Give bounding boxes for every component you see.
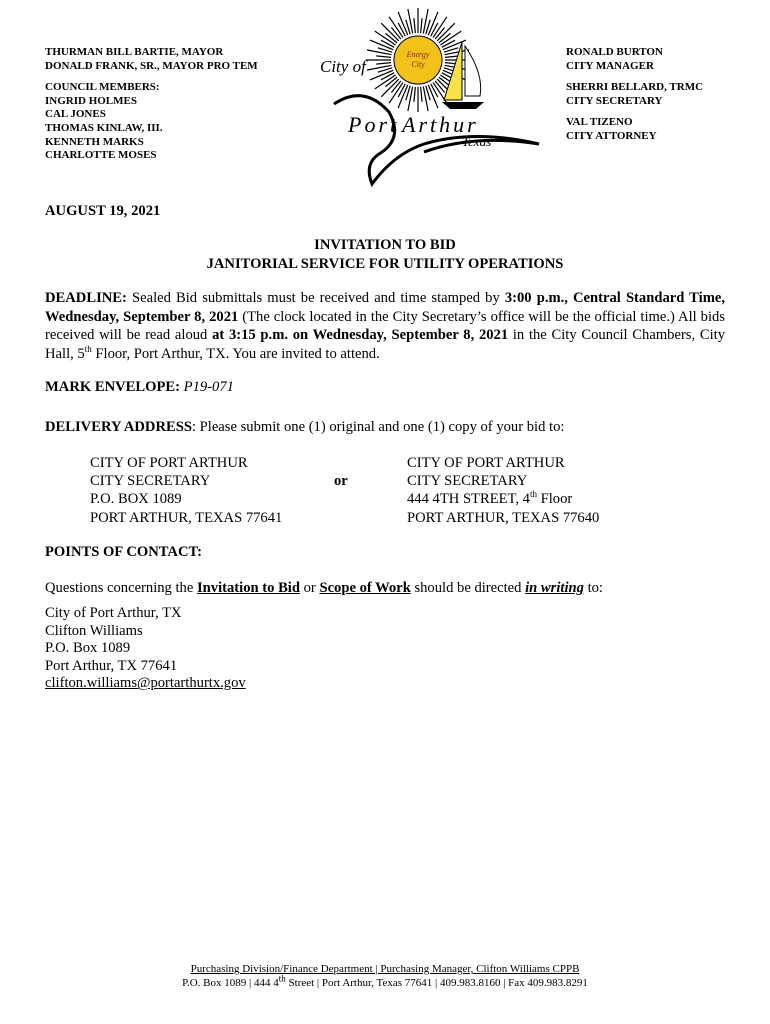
address-right <box>407 454 599 527</box>
footer-text: Street | Port Arthur, Texas 77641 | 409.983.8160 | Fax 409.983.8291 <box>285 977 588 989</box>
deadline-text-4: Floor, Port Arthur, TX. You are invited to attend. <box>91 345 380 362</box>
city-manager-title: CITY MANAGER <box>566 59 654 72</box>
footer-line-2 <box>0 973 770 990</box>
logo-energy-text: Energy <box>406 50 430 59</box>
contact-email-link[interactable]: clifton.williams@portarthurtx.gov <box>45 675 246 692</box>
document-date: AUGUST 19, 2021 <box>45 203 161 219</box>
contact-line: P.O. Box 1089 <box>45 640 131 657</box>
sun-ray <box>381 79 399 97</box>
logo-city-small-text: City <box>411 60 425 69</box>
sun-ray <box>421 87 423 102</box>
contact-line: Port Arthur, TX 77641 <box>45 657 178 674</box>
mayor-pro-tem-line: DONALD FRANK, SR., MAYOR PRO TEM <box>45 59 258 72</box>
address-floor: Floor <box>536 491 573 508</box>
questions-text: to: <box>583 580 603 596</box>
deadline-label: DEADLINE: <box>45 290 127 306</box>
council-title: COUNCIL MEMBERS: <box>45 81 160 94</box>
deadline-paragraph <box>45 289 725 363</box>
title-line-1: INVITATION TO BID <box>314 237 456 253</box>
council-member: CHARLOTTE MOSES <box>45 149 157 162</box>
contact-line: City of Port Arthur, TX <box>45 605 182 621</box>
delivery-text: : Please submit one (1) original and one (1) copy of your bid to: <box>191 419 565 435</box>
sun-ray <box>376 63 391 65</box>
questions-text: should be directed <box>410 580 526 596</box>
address-line: PORT ARTHUR, TEXAS 77640 <box>407 509 600 526</box>
address-line: PORT ARTHUR, TEXAS 77641 <box>90 509 283 526</box>
sun-ray <box>376 56 391 58</box>
council-member: THOMAS KINLAW, III. <box>45 121 163 134</box>
logo-texas-text: Texas <box>462 134 492 149</box>
sun-ray <box>381 73 394 80</box>
mayor-line: THURMAN BILL BARTIE, MAYOR <box>45 46 224 58</box>
deadline-text-2: (The clock located in the City Secretary’s office will be the official time.) All bids received will be read aloud <box>45 308 725 343</box>
sun-ray <box>421 18 423 33</box>
scope-of-work-ref: Scope of Work <box>319 580 411 596</box>
footer-sup: th <box>278 973 286 984</box>
footer-line-1: Purchasing Division/Finance Department | Purchasing Manager, Clifton Williams CPPB <box>190 963 580 975</box>
city-secretary-name: SHERRI BELLARD, TRMC <box>566 81 704 94</box>
deadline-text-1: Sealed Bid submittals must be received and time stamped by <box>126 290 505 306</box>
sun-ray <box>431 84 438 97</box>
header-right <box>566 46 703 144</box>
footer-text: P.O. Box 1089 | 444 4 <box>182 977 279 989</box>
address-line: CITY SECRETARY <box>90 473 211 490</box>
sun-ray <box>414 18 416 33</box>
sun-ray <box>431 23 438 36</box>
delivery-address-line <box>45 418 725 437</box>
city-manager-name: RONALD BURTON <box>566 46 663 58</box>
city-logo <box>304 4 544 192</box>
footer <box>0 962 770 990</box>
council-member: INGRID HOLMES <box>45 94 137 107</box>
address-line <box>407 490 599 508</box>
mark-envelope-label: MARK ENVELOPE: <box>45 379 180 395</box>
logo-port-text: Port <box>348 112 400 137</box>
sun-ray <box>414 87 416 102</box>
header-left <box>45 46 258 163</box>
delivery-label: DELIVERY ADDRESS <box>45 419 192 435</box>
city-attorney-name: VAL TIZENO <box>566 116 633 129</box>
city-secretary-title: CITY SECRETARY <box>566 94 663 107</box>
sun-ray <box>437 23 455 41</box>
sun-ray <box>442 40 455 47</box>
address-sup: th <box>529 489 537 500</box>
questions-line <box>45 579 725 598</box>
address-line: CITY OF PORT ARTHUR <box>407 455 565 471</box>
sun-ray <box>398 23 405 36</box>
invitation-to-bid-ref: Invitation to Bid <box>196 580 300 596</box>
contact-block <box>45 605 725 693</box>
sun-ray <box>381 40 394 47</box>
logo-swoosh <box>334 96 539 184</box>
in-writing-emphasis: in writing <box>525 580 584 596</box>
deadline-text-3: in the City Council Chambers, City Hall, 5 <box>45 327 725 362</box>
council-member: KENNETH MARKS <box>45 135 144 148</box>
points-heading: POINTS OF CONTACT: <box>45 544 203 560</box>
city-attorney-title: CITY ATTORNEY <box>566 129 657 142</box>
council-member: CAL JONES <box>45 108 106 121</box>
questions-text: Questions concerning the <box>45 580 197 596</box>
sun-ray <box>381 23 399 41</box>
mark-envelope <box>45 378 725 397</box>
or-separator: or <box>334 473 348 489</box>
contact-line: Clifton Williams <box>45 622 143 639</box>
deadline-time: 3:00 p.m., Central Standard Time, Wednesday, September 8, 2021 <box>45 290 725 325</box>
bid-opening-time: at 3:15 p.m. on Wednesday, September 8, 2021 <box>212 327 509 343</box>
sailboat-hull <box>442 102 484 109</box>
logo-arthur-text: Arthur <box>402 112 479 137</box>
deadline-sup: th <box>84 343 92 354</box>
address-line: CITY SECRETARY <box>407 473 528 490</box>
logo-city-of-text: City of <box>320 57 366 76</box>
address-line: CITY OF PORT ARTHUR <box>90 455 248 471</box>
address-left <box>90 454 282 527</box>
sun-ray <box>398 84 405 97</box>
address-street: 444 4TH STREET, 4 <box>407 491 530 508</box>
address-line: P.O. BOX 1089 <box>90 491 182 508</box>
title-line-2: JANITORIAL SERVICE FOR UTILITY OPERATIONS <box>206 255 564 272</box>
mark-envelope-value: P19-071 <box>183 379 234 395</box>
sailboat-sail <box>465 46 481 96</box>
invitation-title <box>45 236 725 273</box>
questions-text: or <box>299 580 320 596</box>
